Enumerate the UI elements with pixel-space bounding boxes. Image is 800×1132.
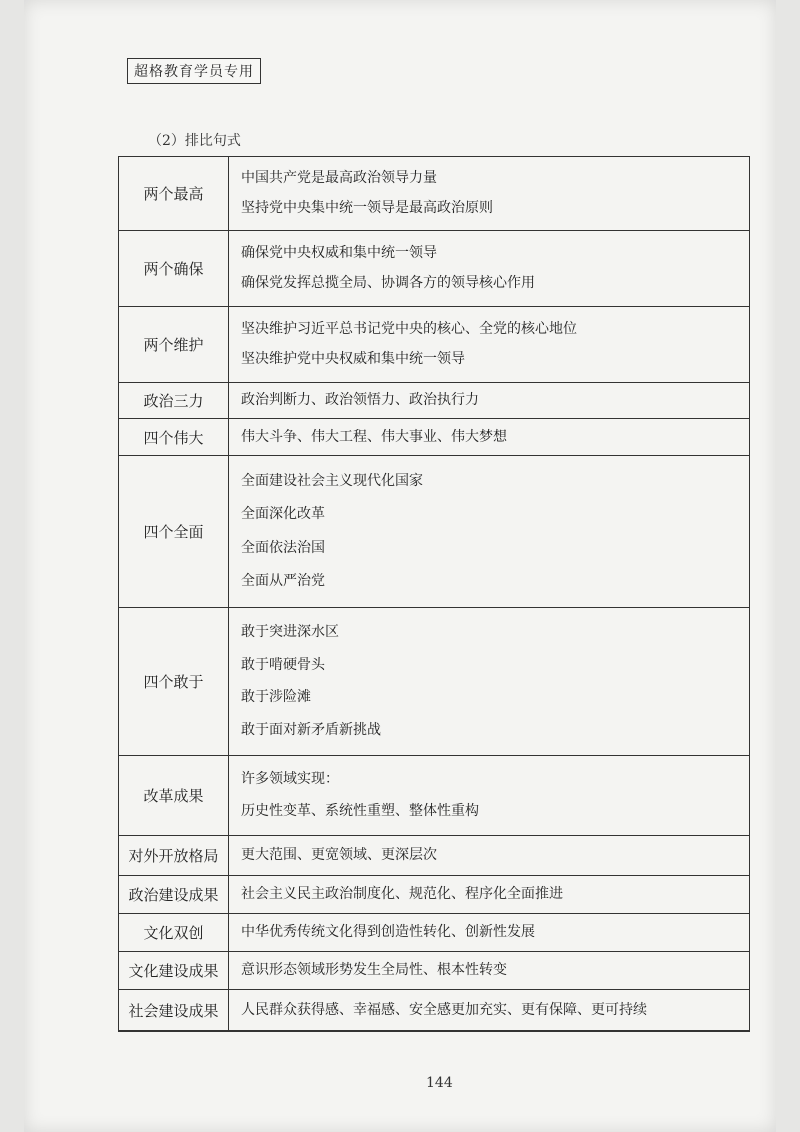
row-label: 四个伟大 xyxy=(119,419,229,455)
row-label: 两个确保 xyxy=(119,231,229,306)
table-row xyxy=(119,914,749,952)
content-line: 坚持党中央集中统一领导是最高政治原则 xyxy=(241,200,493,217)
table-row xyxy=(119,383,749,419)
content-line: 确保党中央权威和集中统一领导 xyxy=(241,244,437,261)
content-line: 中华优秀传统文化得到创造性转化、创新性发展 xyxy=(241,924,535,941)
content-line: 全面依法治国 xyxy=(241,539,325,556)
row-content xyxy=(229,952,749,989)
table-row xyxy=(119,876,749,914)
row-content xyxy=(229,756,749,835)
row-label: 政治三力 xyxy=(119,383,229,418)
table-row xyxy=(119,419,749,456)
content-line: 全面从严治党 xyxy=(241,573,325,590)
row-content xyxy=(229,456,749,607)
row-content xyxy=(229,231,749,306)
content-line: 敢于涉险滩 xyxy=(241,689,311,706)
content-line: 敢于啃硬骨头 xyxy=(241,656,325,673)
row-content xyxy=(229,383,749,418)
table-row xyxy=(119,307,749,383)
content-line: 许多领域实现： xyxy=(241,771,339,788)
page-number: 144 xyxy=(426,1075,453,1091)
table-row xyxy=(119,231,749,307)
row-label: 文化建设成果 xyxy=(119,952,229,989)
content-line: 全面深化改革 xyxy=(241,506,325,523)
content-line: 全面建设社会主义现代化国家 xyxy=(241,472,423,489)
table-row xyxy=(119,836,749,876)
table-row xyxy=(119,608,749,756)
content-line: 社会主义民主政治制度化、规范化、程序化全面推进 xyxy=(241,886,563,903)
content-line: 伟大斗争、伟大工程、伟大事业、伟大梦想 xyxy=(241,428,507,445)
row-label: 四个敢于 xyxy=(119,608,229,755)
row-label: 两个最高 xyxy=(119,157,229,230)
content-line: 意识形态领域形势发生全局性、根本性转变 xyxy=(241,962,507,979)
table-row xyxy=(119,952,749,990)
header-badge: 超格教育学员专用 xyxy=(127,58,261,84)
row-label: 政治建设成果 xyxy=(119,876,229,913)
row-label: 改革成果 xyxy=(119,756,229,835)
content-line: 更大范围、更宽领域、更深层次 xyxy=(241,847,437,864)
table-row xyxy=(119,456,749,608)
content-line: 敢于突进深水区 xyxy=(241,623,339,640)
row-label: 四个全面 xyxy=(119,456,229,607)
row-content xyxy=(229,157,749,230)
table-row xyxy=(119,756,749,836)
row-content xyxy=(229,307,749,382)
content-line: 人民群众获得感、幸福感、安全感更加充实、更有保障、更可持续 xyxy=(241,1001,647,1018)
content-line: 坚决维护习近平总书记党中央的核心、全党的核心地位 xyxy=(241,320,577,337)
row-content xyxy=(229,608,749,755)
row-content xyxy=(229,914,749,951)
parallel-phrases-table xyxy=(118,156,750,1032)
row-label: 对外开放格局 xyxy=(119,836,229,875)
row-label: 两个维护 xyxy=(119,307,229,382)
row-content xyxy=(229,836,749,875)
table-row xyxy=(119,990,749,1030)
content-line: 中国共产党是最高政治领导力量 xyxy=(241,170,437,187)
row-content xyxy=(229,990,749,1030)
content-line: 坚决维护党中央权威和集中统一领导 xyxy=(241,351,465,368)
content-line: 确保党发挥总揽全局、协调各方的领导核心作用 xyxy=(241,275,535,292)
content-line: 敢于面对新矛盾新挑战 xyxy=(241,722,381,739)
table-row xyxy=(119,157,749,231)
section-title: （2）排比句式 xyxy=(148,133,241,149)
content-line: 政治判断力、政治领悟力、政治执行力 xyxy=(241,392,479,409)
row-content xyxy=(229,419,749,455)
row-label: 社会建设成果 xyxy=(119,990,229,1030)
content-line: 历史性变革、系统性重塑、整体性重构 xyxy=(241,803,479,820)
row-label: 文化双创 xyxy=(119,914,229,951)
row-content xyxy=(229,876,749,913)
